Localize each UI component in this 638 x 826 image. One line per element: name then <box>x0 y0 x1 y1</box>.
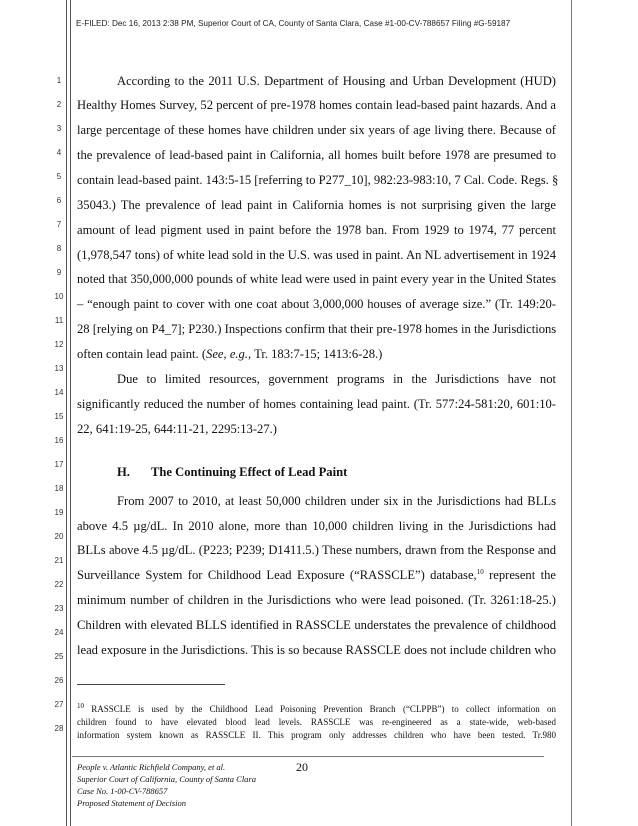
body-text-line: Healthy Homes Survey, 52 percent of pre-1978 homes contain lead-based paint hazards. And a <box>77 98 556 112</box>
footnote-separator <box>77 684 225 685</box>
body-text-line: amount of lead pigment used in paint before the 1978 ban. From 1929 to 1974, 77 percent <box>77 223 556 237</box>
line-number: 15 <box>54 412 64 421</box>
efiling-header: E-FILED: Dec 16, 2013 2:38 PM, Superior Court of CA, County of Santa Clara, Case #1-00-CV-788657 Filing #G-59187 <box>76 19 511 28</box>
line-number: 18 <box>54 484 64 493</box>
line-number: 14 <box>54 388 64 397</box>
text-run: Tr. 183:7-15; 1413:6-28.) <box>251 347 383 361</box>
line-number: 28 <box>54 724 64 733</box>
line-number: 21 <box>54 556 64 565</box>
line-number: 7 <box>56 220 62 229</box>
body-text-line: (1,978,547 tons) of white lead sold in the U.S. was used in paint. An NL advertisement in 1924 <box>77 248 556 262</box>
text-run: RASSCLE is used by the Childhood Lead Poisoning Prevention Branch (“CLPPB”) to collect information on <box>84 704 556 714</box>
body-text-line: lead exposure in the Jurisdictions. This is so because RASSCLE does not include children who <box>77 643 556 657</box>
line-number: 17 <box>54 460 64 469</box>
footnote-number: 10 <box>77 702 84 710</box>
body-text-line: From 2007 to 2010, at least 50,000 children under six in the Jurisdictions had BLLs <box>117 494 556 508</box>
line-number: 8 <box>56 244 62 253</box>
line-number: 9 <box>56 268 62 277</box>
line-number: 2 <box>56 100 62 109</box>
footer-caption-line: Superior Court of California, County of Santa Clara <box>77 774 256 784</box>
text-run: Surveillance System for Childhood Lead Exposure (“RASSCLE”) database, <box>77 568 477 582</box>
left-margin-rule <box>66 0 67 826</box>
line-number: 5 <box>56 172 62 181</box>
line-number: 4 <box>56 148 62 157</box>
line-number: 3 <box>56 124 62 133</box>
left-margin-rule-inner <box>70 0 71 826</box>
line-number: 10 <box>54 292 64 301</box>
body-text-line <box>77 347 556 362</box>
body-text-line: significantly reduced the number of homes containing lead paint. (Tr. 577:24-581:20, 601:10- <box>77 397 556 411</box>
line-number: 13 <box>54 364 64 373</box>
footer-caption-line: Case No. 1-00-CV-788657 <box>77 786 168 796</box>
line-number: 24 <box>54 628 64 637</box>
line-number: 26 <box>54 676 64 685</box>
page-number: 20 <box>296 760 308 774</box>
footnote-text-line: information system known as RASSCLE II. This program only addresses children who have been tested. Tr.980 <box>77 730 556 740</box>
footer-caption-line: Proposed Statement of Decision <box>77 798 186 808</box>
body-text-line: 28 [relying on P4_7]; P230.) Inspections confirm that their pre-1978 homes in the Jurisdictions <box>77 322 557 336</box>
body-text-line: above 4.5 µg/dL. In 2010 alone, more than 10,000 children living in the Jurisdictions had <box>77 519 556 533</box>
line-number: 25 <box>54 652 64 661</box>
citation-signal: See, e.g., <box>206 347 252 361</box>
body-text-line: According to the 2011 U.S. Department of Housing and Urban Development (HUD) <box>117 74 556 88</box>
body-text-line: noted that 350,000,000 pounds of white lead were used in paint every year in the United States <box>77 272 556 286</box>
body-text-line: large percentage of these homes have children under six years of age living there. Because of <box>77 123 556 137</box>
footer-caption-line: People v. Atlantic Richfield Company, et al. <box>77 762 226 772</box>
footnote-text-line <box>77 703 556 715</box>
right-margin-rule <box>571 0 572 826</box>
line-number: 16 <box>54 436 64 445</box>
footer-separator <box>72 756 544 757</box>
body-text-line: contain lead-based paint. 143:5-15 [referring to P277_10], 982:23-983:10, 7 Cal. Code. Regs. § <box>77 173 559 187</box>
line-number: 11 <box>54 316 64 325</box>
body-text-line: – “enough paint to cover with one coat about 3,000,000 houses of average size.” (Tr. 149:20- <box>77 297 556 311</box>
text-run: represent the <box>483 568 556 582</box>
section-heading-title: The Continuing Effect of Lead Paint <box>151 465 348 479</box>
line-number: 1 <box>56 76 62 85</box>
line-number: 12 <box>54 340 64 349</box>
body-text-line: 35043.) The prevalence of lead paint in California homes is not surprising given the large <box>77 198 556 212</box>
line-number: 23 <box>54 604 64 613</box>
body-text-line <box>77 568 556 583</box>
line-number: 6 <box>56 196 62 205</box>
line-number: 20 <box>54 532 64 541</box>
body-text-line: minimum number of children in the Jurisdictions who were lead poisoned. (Tr. 3261:18-25.) <box>77 593 556 607</box>
line-number: 22 <box>54 580 64 589</box>
line-number: 19 <box>54 508 64 517</box>
body-text-line: BLLs above 4.5 µg/dL. (P223; P239; D1411.5.) These numbers, drawn from the Response and <box>77 543 556 557</box>
body-text-line: Children with elevated BLLS identified in RASSCLE understates the prevalence of childhood <box>77 618 556 632</box>
section-heading-letter: H. <box>117 465 130 479</box>
text-run: often contain lead paint. ( <box>77 347 207 361</box>
body-text-line: 22, 641:19-25, 644:11-21, 2295:13-27.) <box>77 422 277 436</box>
footnote-text-line: children found to have elevated blood lead levels. RASSCLE was re-engineered as a state-wide, web-based <box>77 717 556 727</box>
body-text-line: Due to limited resources, government programs in the Jurisdictions have not <box>117 372 556 386</box>
body-text-line: the prevalence of lead-based paint in California, all homes built before 1978 are presumed to <box>77 148 556 162</box>
line-number: 27 <box>54 700 64 709</box>
footnote-reference[interactable]: 10 <box>476 567 484 576</box>
